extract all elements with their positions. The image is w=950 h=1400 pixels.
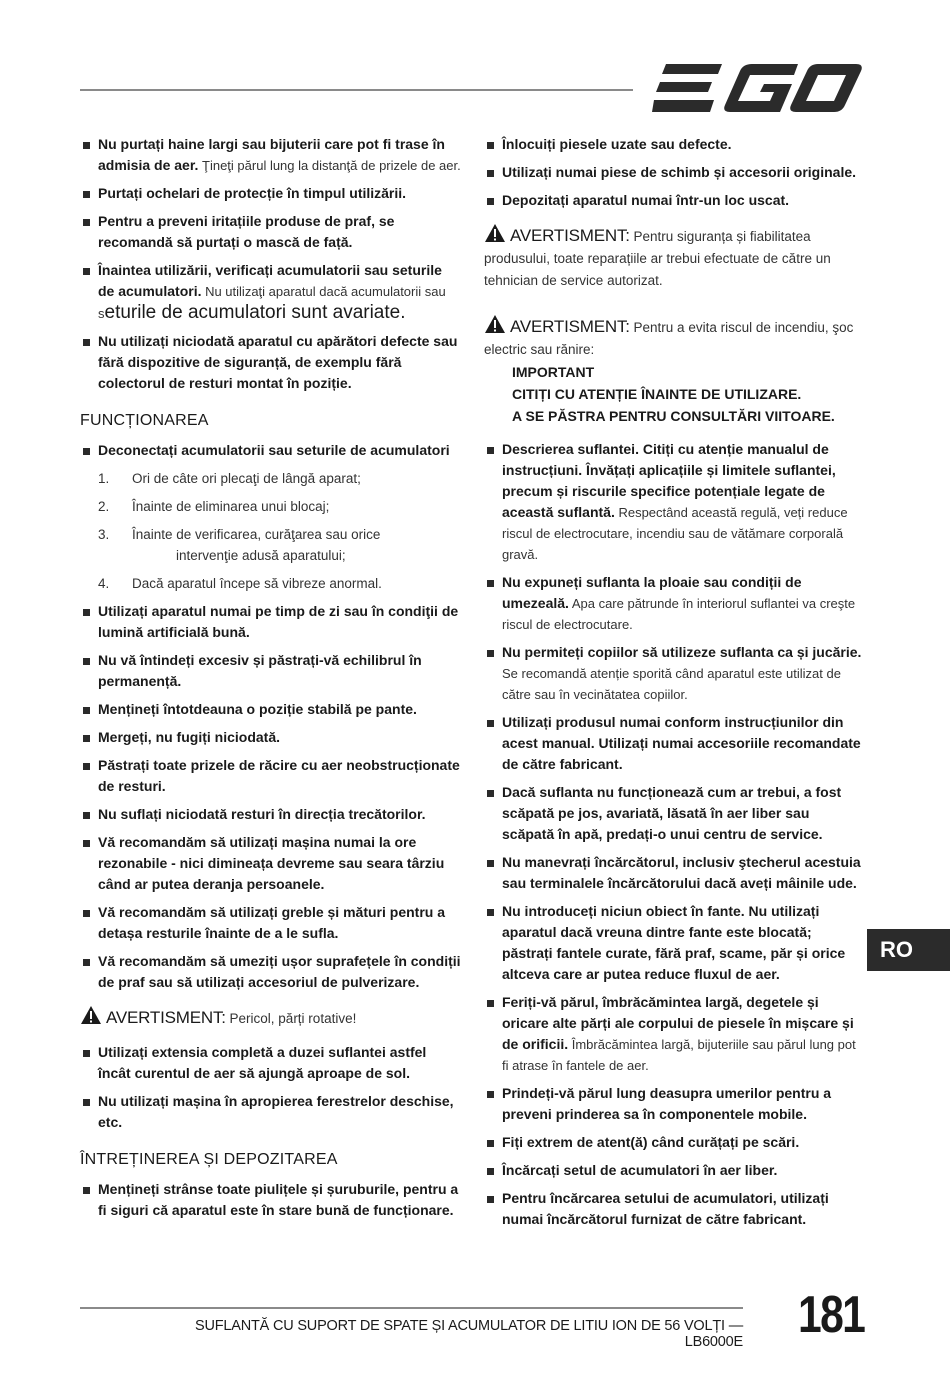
language-tab: RO	[867, 929, 950, 971]
list-item: Pentru încărcarea setului de acumulatori, utilizați numai încărcătorul furnizat de către fabricant.	[484, 1188, 864, 1230]
list-item: Purtați ochelari de protecție în timpul utilizării.	[80, 183, 462, 204]
list-item: Deconectați acumulatorii sau seturile de acumulatori	[80, 440, 462, 461]
numbered-item: 1. Ori de câte ori plecaţi de lângă aparat;	[98, 471, 361, 486]
list-item: Înlocuiți piesele uzate sau defecte.	[484, 134, 864, 155]
list-item: Vă recomandăm să umeziți ușor suprafețele în condiții de praf sau să utilizați accesoriul de pulverizare.	[80, 951, 462, 993]
right-column	[484, 134, 864, 1237]
list-item: Utilizați aparatul numai pe timp de zi sau în condiţii de lumină artificială bună.	[80, 601, 462, 643]
list-item: Dacă suflanta nu funcționează cum ar trebui, a fost scăpată pe jos, avariată, lăsată în aer liber sau scăpată în apă, predați-o unui centru de service.	[484, 782, 864, 845]
list-item: Vă recomandăm să utilizați mașina numai la ore rezonabile - nici dimineața devreme sau seara târziu când ar putea deranja persoanele.	[80, 832, 462, 895]
list-item: Utilizați extensia completă a duzei suflantei astfel încât curentul de aer să ajungă aproape de sol.	[80, 1042, 462, 1084]
list-item: Utilizați numai piese de schimb și accesorii originale.	[484, 162, 864, 183]
list-item: Prindeți-vă părul lung deasupra umerilor pentru a preveni prinderea sa în componentele mobile.	[484, 1083, 864, 1125]
header-rule	[80, 89, 633, 91]
read-carefully-label: CITIȚI CU ATENȚIE ÎNAINTE DE UTILIZARE.	[512, 386, 802, 402]
warning-icon	[484, 314, 506, 334]
list-item: Mergeți, nu fugiți niciodată.	[80, 727, 462, 748]
list-item: Încărcați setul de acumulatori în aer liber.	[484, 1160, 864, 1181]
list-item: Feriți-vă părul, îmbrăcămintea largă, degetele și oricare alte părți ale corpului de piesele în mișcare și de orificii. Îmbrăcămintea largă, bijuteriile sau părul lung pot fi atrase în fantele de aer.	[484, 992, 864, 1076]
important-label: IMPORTANT	[512, 364, 595, 380]
list-item: Depozitați aparatul numai într-un loc uscat.	[484, 190, 864, 211]
list-item: Pentru a preveni iritațiile produse de praf, se recomandă să purtați o mască de față.	[80, 211, 462, 253]
warning-icon	[80, 1005, 102, 1025]
keep-for-reference-label: A SE PĂSTRA PENTRU CONSULTĂRI VIITOARE.	[512, 408, 835, 424]
list-item: Mențineți strânse toate piulițele și șuruburile, pentru a fi siguri că aparatul este în stare bună de funcționare.	[80, 1179, 462, 1221]
section-title-maintenance: ÎNTREȚINEREA ȘI DEPOZITAREA	[80, 1151, 338, 1168]
list-item: Nu utilizați niciodată aparatul cu apărători defecte sau fără dispozitive de siguranță, de exemplu fără colectorul de resturi montat în poziție.	[80, 331, 462, 394]
list-item: Nu permiteți copiilor să utilizeze suflanta ca și jucărie. Se recomandă atenție sporită când aparatul este utilizat de către sau în vecinătatea copiilor.	[484, 642, 864, 705]
list-item: Nu suflați niciodată resturi în direcția trecătorilor.	[80, 804, 462, 825]
warning-service: AVERTISMENT: Pentru siguranța și fiabilitatea produsului, toate reparațiile ar trebui efectuate de către un tehnician de service autorizat.	[484, 223, 864, 292]
numbered-item: 3. Înainte de verificarea, curăţarea sau orice intervenţie adusă aparatului;	[98, 527, 381, 563]
page-number: 181	[798, 1286, 865, 1344]
list-item: Nu purtați haine largi sau bijuterii care pot fi trase în admisia de aer. Ţineţi părul lung la distanţă de prizele de aer.	[80, 134, 462, 176]
list-item: Mențineți întotdeauna o poziție stabilă pe pante.	[80, 699, 462, 720]
list-item: Nu vă întindeți excesiv și păstrați-vă echilibrul în permanență.	[80, 650, 462, 692]
list-item: Descrierea suflantei. Citiți cu atenție manualul de instrucțiuni. Învățați aplicațiile și limitele suflantei, precum și riscurile specifice potențiale legate de această suflantă. Respectând această regulă, veți reduce riscul de electrocutare, incendiu sau de vătămare corporală gravă.	[484, 439, 864, 565]
list-item: Utilizați produsul numai conform instrucțiunilor din acest manual. Utilizați numai accesoriile recomandate de către fabricant.	[484, 712, 864, 775]
list-item: Nu expuneți suflanta la ploaie sau condiții de umezeală. Apa care pătrunde în interiorul suflantei va creşte riscul de electrocutare.	[484, 572, 864, 635]
left-column	[80, 134, 462, 1228]
list-item: Înaintea utilizării, verificați acumulatorii sau seturile de acumulatori. Nu utilizaţi aparatul dacă acumulatorii sau seturile de acumulatori sunt avariate.	[80, 260, 462, 324]
footer-title: SUFLANTĂ CU SUPORT DE SPATE ȘI ACUMULATOR DE LITIU ION DE 56 VOLȚI — LB6000E	[195, 1318, 743, 1350]
list-item: Vă recomandăm să utilizați greble și mături pentru a detașa resturile înainte de a le sufla.	[80, 902, 462, 944]
list-item: Nu manevrați încărcătorul, inclusiv ştecherul acestuia sau terminalele încărcătorului dacă aveți mâinile ude.	[484, 852, 864, 894]
list-item: Nu introduceți niciun obiect în fante. Nu utilizați aparatul dacă vreuna dintre fante este blocată; păstrați fantele curate, fără praf, scame, păr și orice altceva care ar putea reduce fluxul de aer.	[484, 901, 864, 985]
warning-icon	[484, 223, 506, 243]
numbered-item: 4. Dacă aparatul începe să vibreze anormal.	[98, 576, 382, 591]
list-item: Nu utilizați mașina în apropierea ferestrelor deschise, etc.	[80, 1091, 462, 1133]
footer-rule	[80, 1307, 743, 1309]
warning-fire-shock: AVERTISMENT: Pentru a evita riscul de incendiu, şoc electric sau rănire: IMPORTANT CITIȚI CU ATENȚIE ÎNAINTE DE UTILIZARE. A SE PĂSTRA PENTRU CONSULTĂRI VIITOARE.	[484, 314, 864, 427]
section-title-operation: FUNCȚIONAREA	[80, 412, 209, 429]
warning-rotating-parts: AVERTISMENT: Pericol, părți rotative!	[80, 1005, 462, 1030]
list-item: Păstrați toate prizele de răcire cu aer neobstrucționate de resturi.	[80, 755, 462, 797]
numbered-item: 2. Înainte de eliminarea unui blocaj;	[98, 499, 330, 514]
ego-logo	[652, 62, 862, 114]
list-item: Fiți extrem de atent(ă) când curățați pe scări.	[484, 1132, 864, 1153]
